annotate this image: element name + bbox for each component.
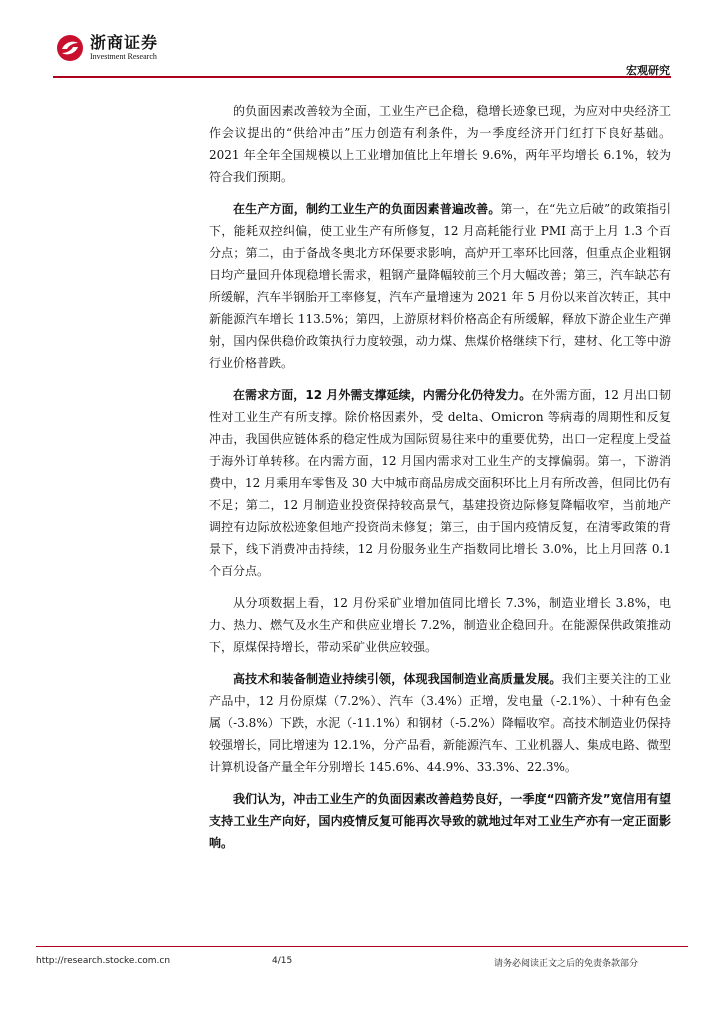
paragraph-5	[209, 668, 671, 778]
paragraph-1: 的负面因素改善较为全面，工业生产已企稳，稳增长迹象已现，为应对中央经济工作会议提出的“供给冲击”压力创造有利条件，为一季度经济开门红打下良好基础。2021 年全年全国规模以上工业增加值比上年增长 9.6%，两年平均增长 6.1%，较为符合我们预期。	[209, 104, 671, 184]
header-divider	[53, 76, 671, 78]
paragraph-3-text: 在外需方面，12 月出口韧性对工业生产有所支撑。除价格因素外，受 delta、Omicron 等病毒的周期性和反复冲击，我国供应链体系的稳定性成为国际贸易往来中的重要优势，出口一定程度上受益于海外订单转移。在内需方面，12 月国内需求对工业生产的支撑偏弱。第一，下游消费中，12 月乘用车零售及 30 大中城市商品房成交面积环比上月有所改善，但同比仍有不足；第二，12 月制造业投资保持较高景气，基建投资边际修复降幅收窄，当前地产调控有边际放松迹象但地产投资尚未修复；第三，由于国内疫情反复，在清零政策的背景下，线下消费冲击持续，12 月份服务业生产指数同比增长 3.0%，比上月回落 0.1 个百分点。	[209, 388, 671, 578]
paragraph-5-lead: 高技术和装备制造业持续引领，体现我国制造业高质量发展。	[233, 672, 562, 686]
paragraph-5-text: 我们主要关注的工业产品中，12 月份原煤（7.2%）、汽车（3.4%）正增，发电量（-2.1%）、十种有色金属（-3.8%）下跌，水泥（-11.1%）和钢材（-5.2%）降幅收窄。高技术制造业仍保持较强增长，同比增速为 12.1%，分产品看，新能源汽车、工业机器人、集成电路、微型计算机设备产量全年分别增长 145.6%、44.9%、33.3%、22.3%。	[209, 672, 671, 774]
stocke-logo-icon	[56, 34, 84, 62]
report-body	[209, 100, 671, 864]
paragraph-2	[209, 198, 671, 374]
paragraph-3-lead: 在需求方面，12 月外需支撑延续，内需分化仍待发力。	[233, 388, 532, 402]
brand-name-en: Investment Research	[90, 52, 157, 61]
page-number: 4/15	[272, 956, 293, 966]
brand-name-cn: 浙商证券	[90, 33, 159, 52]
paragraph-2-lead: 在生产方面，制约工业生产的负面因素普遍改善。	[233, 202, 501, 216]
section-title: 宏观研究	[626, 64, 670, 77]
paragraph-6	[209, 788, 671, 854]
paragraph-6-lead: 我们认为，冲击工业生产的负面因素改善趋势良好，一季度“四箭齐发”宽信用有望支持工业生产向好，国内疫情反复可能再次导致的就地过年对工业生产亦有一定正面影响。	[209, 792, 671, 850]
paragraph-2-text: 第一，在“先立后破”的政策指引下，能耗双控纠偏，使工业生产有所修复，12 月高耗能行业 PMI 高于上月 1.3 个百分点；第二，由于备战冬奥北方环保要求影响，高炉开工率环比回落，但重点企业粗钢日均产量回升体现稳增长需求，粗钢产量降幅较前三个月大幅改善；第三，汽车缺芯有所缓解，汽车半钢胎开工率修复，汽车产量增速为 2021 年 5 月份以来首次转正，其中新能源汽车增长 113.5%；第四，上游原材料价格高企有所缓解，释放下游企业生产弹射，国内保供稳价政策执行力度较强，动力煤、焦煤价格继续下行，建材、化工等中游行业价格普跌。	[209, 202, 671, 370]
footer-divider	[36, 946, 688, 947]
brand-logo	[56, 34, 158, 62]
paragraph-3	[209, 384, 671, 582]
paragraph-4: 从分项数据上看，12 月份采矿业增加值同比增长 7.3%，制造业增长 3.8%，电力、热力、燃气及水生产和供应业增长 7.2%，制造业企稳回升。在能源保供政策推动下，原煤保持增长，带动采矿业供应较强。	[209, 596, 671, 654]
page-header	[0, 0, 724, 80]
footer-disclaimer: 请务必阅读正文之后的免责条款部分	[494, 959, 639, 969]
footer-url[interactable]: http://research.stocke.com.cn	[36, 956, 171, 966]
